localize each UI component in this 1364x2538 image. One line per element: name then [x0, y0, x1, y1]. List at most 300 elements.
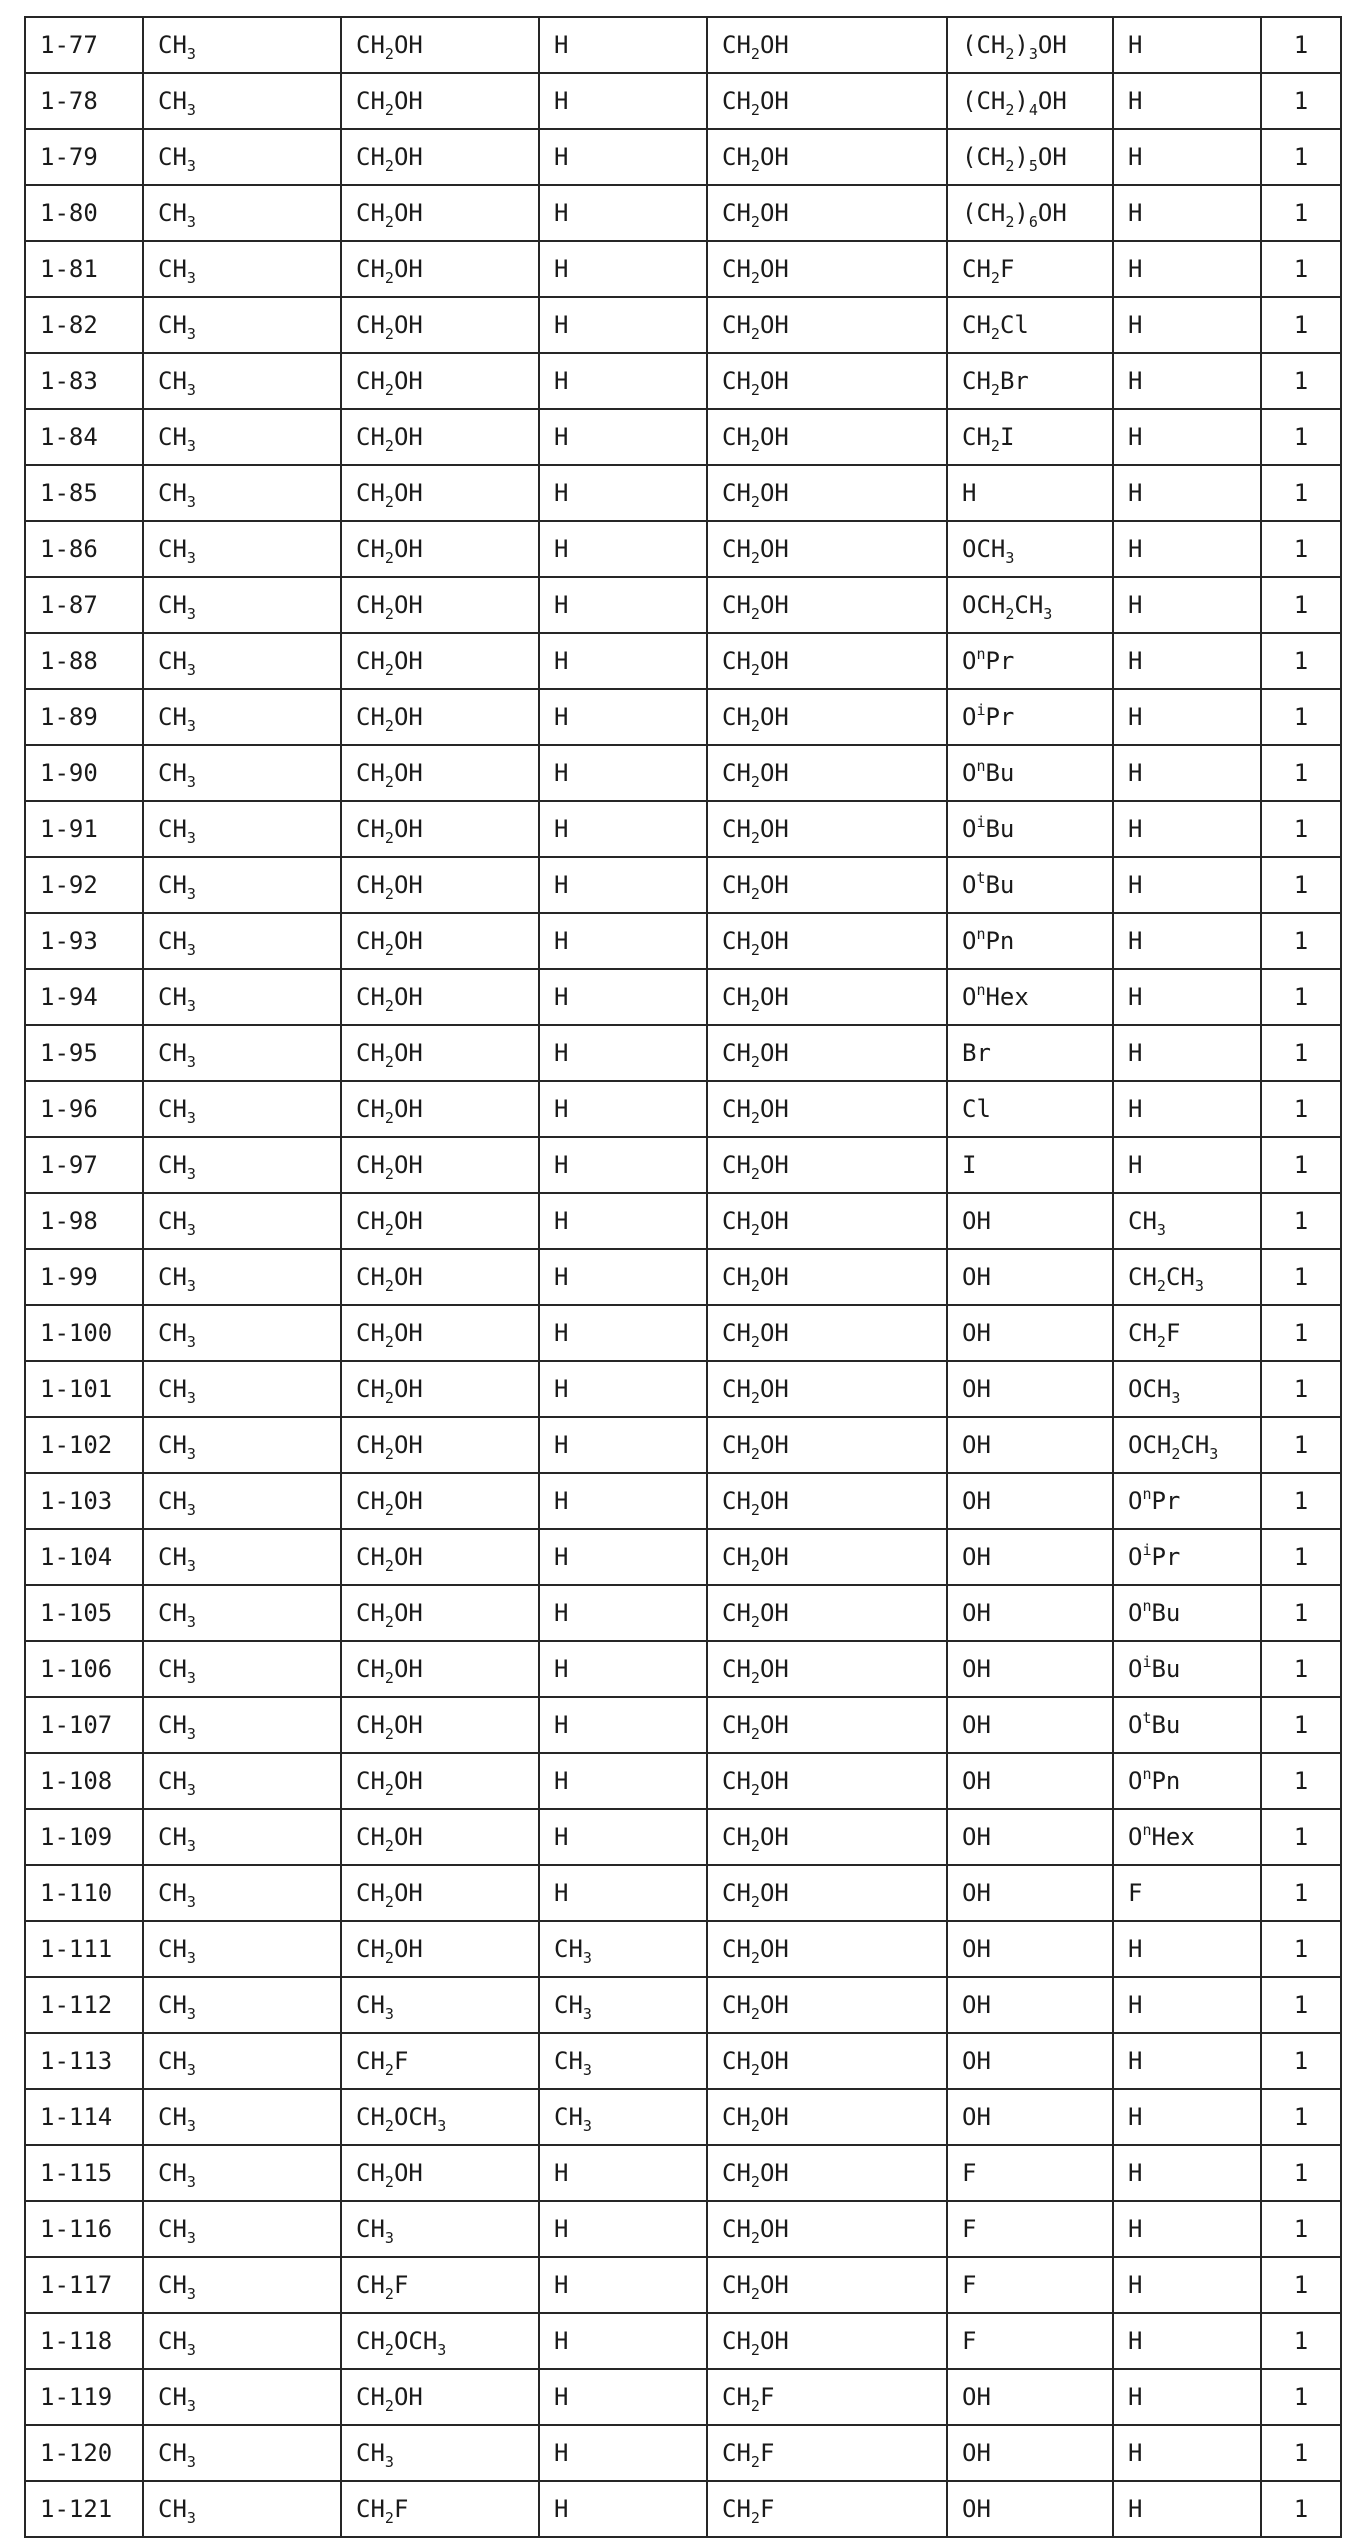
- r3-cell: H: [539, 1137, 707, 1193]
- r6-cell: H: [1113, 2145, 1261, 2201]
- r4-cell: CH2OH: [707, 1977, 947, 2033]
- compound-id-cell: 1-85: [25, 465, 143, 521]
- r3-cell: H: [539, 1865, 707, 1921]
- r6-cell: H: [1113, 577, 1261, 633]
- r6-cell: OnHex: [1113, 1809, 1261, 1865]
- r5-cell: OtBu: [947, 857, 1113, 913]
- n-cell: 1: [1261, 1305, 1341, 1361]
- r4-cell: CH2OH: [707, 801, 947, 857]
- r2-cell: CH2OH: [341, 1417, 539, 1473]
- r4-cell: CH2OH: [707, 17, 947, 73]
- compound-id-cell: 1-94: [25, 969, 143, 1025]
- r1-cell: CH3: [143, 1529, 341, 1585]
- r4-cell: CH2OH: [707, 129, 947, 185]
- r1-cell: CH3: [143, 129, 341, 185]
- r1-cell: CH3: [143, 2481, 341, 2537]
- r3-cell: H: [539, 1473, 707, 1529]
- r1-cell: CH3: [143, 1305, 341, 1361]
- r3-cell: H: [539, 409, 707, 465]
- r3-cell: H: [539, 2369, 707, 2425]
- r2-cell: CH2F: [341, 2033, 539, 2089]
- r2-cell: CH3: [341, 2201, 539, 2257]
- r4-cell: CH2OH: [707, 1305, 947, 1361]
- r3-cell: H: [539, 241, 707, 297]
- compound-id-cell: 1-81: [25, 241, 143, 297]
- compound-id-cell: 1-109: [25, 1809, 143, 1865]
- r4-cell: CH2OH: [707, 1081, 947, 1137]
- r2-cell: CH2OH: [341, 2145, 539, 2201]
- compound-id-cell: 1-91: [25, 801, 143, 857]
- table-row: [25, 73, 1341, 129]
- r5-cell: F: [947, 2313, 1113, 2369]
- r3-cell: H: [539, 969, 707, 1025]
- table-row: [25, 1697, 1341, 1753]
- n-cell: 1: [1261, 689, 1341, 745]
- r6-cell: H: [1113, 2089, 1261, 2145]
- table-row: [25, 1977, 1341, 2033]
- r3-cell: H: [539, 913, 707, 969]
- r4-cell: CH2OH: [707, 297, 947, 353]
- n-cell: 1: [1261, 1529, 1341, 1585]
- r3-cell: H: [539, 857, 707, 913]
- r6-cell: H: [1113, 297, 1261, 353]
- n-cell: 1: [1261, 1641, 1341, 1697]
- n-cell: 1: [1261, 241, 1341, 297]
- r6-cell: H: [1113, 913, 1261, 969]
- r3-cell: H: [539, 73, 707, 129]
- r5-cell: OH: [947, 1865, 1113, 1921]
- r1-cell: CH3: [143, 1417, 341, 1473]
- n-cell: 1: [1261, 1977, 1341, 2033]
- r6-cell: F: [1113, 1865, 1261, 1921]
- table-row: [25, 2145, 1341, 2201]
- table-row: [25, 577, 1341, 633]
- r3-cell: CH3: [539, 2089, 707, 2145]
- compound-id-cell: 1-77: [25, 17, 143, 73]
- n-cell: 1: [1261, 1865, 1341, 1921]
- r5-cell: Br: [947, 1025, 1113, 1081]
- r3-cell: H: [539, 1641, 707, 1697]
- r2-cell: CH2OH: [341, 1025, 539, 1081]
- r1-cell: CH3: [143, 17, 341, 73]
- r3-cell: H: [539, 1305, 707, 1361]
- table-row: [25, 521, 1341, 577]
- table-row: [25, 353, 1341, 409]
- r2-cell: CH2OH: [341, 801, 539, 857]
- r1-cell: CH3: [143, 409, 341, 465]
- table-row: [25, 1417, 1341, 1473]
- n-cell: 1: [1261, 2257, 1341, 2313]
- compound-id-cell: 1-111: [25, 1921, 143, 1977]
- r4-cell: CH2OH: [707, 1865, 947, 1921]
- r3-cell: H: [539, 1025, 707, 1081]
- n-cell: 1: [1261, 2145, 1341, 2201]
- r5-cell: OH: [947, 1305, 1113, 1361]
- r2-cell: CH2OH: [341, 577, 539, 633]
- r6-cell: H: [1113, 2481, 1261, 2537]
- compound-id-cell: 1-98: [25, 1193, 143, 1249]
- compound-id-cell: 1-95: [25, 1025, 143, 1081]
- r1-cell: CH3: [143, 2201, 341, 2257]
- r1-cell: CH3: [143, 521, 341, 577]
- n-cell: 1: [1261, 913, 1341, 969]
- r6-cell: H: [1113, 73, 1261, 129]
- r1-cell: CH3: [143, 689, 341, 745]
- n-cell: 1: [1261, 1753, 1341, 1809]
- r4-cell: CH2OH: [707, 1417, 947, 1473]
- compound-id-cell: 1-83: [25, 353, 143, 409]
- table-row: [25, 1249, 1341, 1305]
- r4-cell: CH2F: [707, 2425, 947, 2481]
- n-cell: 1: [1261, 969, 1341, 1025]
- r3-cell: H: [539, 1529, 707, 1585]
- r5-cell: CH2Cl: [947, 297, 1113, 353]
- r4-cell: CH2OH: [707, 913, 947, 969]
- r6-cell: H: [1113, 241, 1261, 297]
- compound-table: [24, 16, 1342, 2538]
- r4-cell: CH2OH: [707, 1361, 947, 1417]
- r6-cell: H: [1113, 1137, 1261, 1193]
- r1-cell: CH3: [143, 2033, 341, 2089]
- r1-cell: CH3: [143, 745, 341, 801]
- r5-cell: OH: [947, 2089, 1113, 2145]
- n-cell: 1: [1261, 1193, 1341, 1249]
- table-row: [25, 1921, 1341, 1977]
- r3-cell: H: [539, 1417, 707, 1473]
- n-cell: 1: [1261, 521, 1341, 577]
- r3-cell: H: [539, 521, 707, 577]
- table-row: [25, 689, 1341, 745]
- compound-id-cell: 1-115: [25, 2145, 143, 2201]
- r2-cell: CH2OH: [341, 297, 539, 353]
- r5-cell: (CH2)5OH: [947, 129, 1113, 185]
- r6-cell: H: [1113, 689, 1261, 745]
- r5-cell: OiPr: [947, 689, 1113, 745]
- r2-cell: CH2OH: [341, 73, 539, 129]
- r3-cell: CH3: [539, 2033, 707, 2089]
- r6-cell: OCH2CH3: [1113, 1417, 1261, 1473]
- r5-cell: OH: [947, 1529, 1113, 1585]
- r1-cell: CH3: [143, 73, 341, 129]
- r4-cell: CH2OH: [707, 1473, 947, 1529]
- r2-cell: CH2OH: [341, 409, 539, 465]
- n-cell: 1: [1261, 633, 1341, 689]
- compound-id-cell: 1-106: [25, 1641, 143, 1697]
- compound-id-cell: 1-96: [25, 1081, 143, 1137]
- r4-cell: CH2OH: [707, 633, 947, 689]
- r2-cell: CH2OH: [341, 129, 539, 185]
- table-row: [25, 1473, 1341, 1529]
- r5-cell: OH: [947, 1417, 1113, 1473]
- r5-cell: OH: [947, 1585, 1113, 1641]
- r6-cell: H: [1113, 353, 1261, 409]
- n-cell: 1: [1261, 857, 1341, 913]
- r3-cell: H: [539, 2201, 707, 2257]
- r5-cell: (CH2)3OH: [947, 17, 1113, 73]
- r2-cell: CH2OH: [341, 1361, 539, 1417]
- r2-cell: CH2OH: [341, 913, 539, 969]
- r1-cell: CH3: [143, 857, 341, 913]
- r1-cell: CH3: [143, 801, 341, 857]
- r1-cell: CH3: [143, 1641, 341, 1697]
- r1-cell: CH3: [143, 1193, 341, 1249]
- r3-cell: H: [539, 633, 707, 689]
- r2-cell: CH2OH: [341, 969, 539, 1025]
- r4-cell: CH2OH: [707, 2313, 947, 2369]
- r6-cell: CH2F: [1113, 1305, 1261, 1361]
- r1-cell: CH3: [143, 633, 341, 689]
- r1-cell: CH3: [143, 1921, 341, 1977]
- compound-id-cell: 1-93: [25, 913, 143, 969]
- r4-cell: CH2OH: [707, 409, 947, 465]
- r5-cell: H: [947, 465, 1113, 521]
- r4-cell: CH2OH: [707, 241, 947, 297]
- r5-cell: OCH2CH3: [947, 577, 1113, 633]
- r4-cell: CH2OH: [707, 1249, 947, 1305]
- r1-cell: CH3: [143, 1585, 341, 1641]
- table-row: [25, 801, 1341, 857]
- r6-cell: H: [1113, 521, 1261, 577]
- r5-cell: OnHex: [947, 969, 1113, 1025]
- n-cell: 1: [1261, 73, 1341, 129]
- compound-id-cell: 1-92: [25, 857, 143, 913]
- r3-cell: H: [539, 801, 707, 857]
- n-cell: 1: [1261, 2089, 1341, 2145]
- table-row: [25, 1305, 1341, 1361]
- r5-cell: OH: [947, 2369, 1113, 2425]
- r5-cell: F: [947, 2257, 1113, 2313]
- r2-cell: CH2OH: [341, 1585, 539, 1641]
- compound-id-cell: 1-102: [25, 1417, 143, 1473]
- r6-cell: H: [1113, 2425, 1261, 2481]
- r4-cell: CH2OH: [707, 1921, 947, 1977]
- r2-cell: CH2OH: [341, 1529, 539, 1585]
- r5-cell: I: [947, 1137, 1113, 1193]
- r3-cell: H: [539, 1753, 707, 1809]
- r3-cell: H: [539, 297, 707, 353]
- r2-cell: CH2OH: [341, 633, 539, 689]
- r3-cell: H: [539, 1361, 707, 1417]
- r4-cell: CH2OH: [707, 1585, 947, 1641]
- r3-cell: H: [539, 577, 707, 633]
- r3-cell: H: [539, 2257, 707, 2313]
- r6-cell: H: [1113, 633, 1261, 689]
- table-row: [25, 2033, 1341, 2089]
- compound-id-cell: 1-88: [25, 633, 143, 689]
- r2-cell: CH2OH: [341, 1193, 539, 1249]
- n-cell: 1: [1261, 409, 1341, 465]
- compound-id-cell: 1-79: [25, 129, 143, 185]
- table-row: [25, 745, 1341, 801]
- r5-cell: OiBu: [947, 801, 1113, 857]
- r5-cell: OnPn: [947, 913, 1113, 969]
- r6-cell: CH2CH3: [1113, 1249, 1261, 1305]
- r3-cell: CH3: [539, 1921, 707, 1977]
- r6-cell: OtBu: [1113, 1697, 1261, 1753]
- r2-cell: CH2OH: [341, 1473, 539, 1529]
- r4-cell: CH2OH: [707, 745, 947, 801]
- r1-cell: CH3: [143, 913, 341, 969]
- r4-cell: CH2OH: [707, 353, 947, 409]
- n-cell: 1: [1261, 129, 1341, 185]
- table-row: [25, 17, 1341, 73]
- table-row: [25, 241, 1341, 297]
- r2-cell: CH2OH: [341, 185, 539, 241]
- table-row: [25, 1865, 1341, 1921]
- r2-cell: CH2OH: [341, 1865, 539, 1921]
- table-row: [25, 129, 1341, 185]
- r3-cell: H: [539, 745, 707, 801]
- r5-cell: OH: [947, 1809, 1113, 1865]
- compound-id-cell: 1-84: [25, 409, 143, 465]
- r5-cell: OH: [947, 1641, 1113, 1697]
- r4-cell: CH2OH: [707, 2257, 947, 2313]
- r1-cell: CH3: [143, 2257, 341, 2313]
- n-cell: 1: [1261, 745, 1341, 801]
- n-cell: 1: [1261, 1137, 1341, 1193]
- r5-cell: F: [947, 2145, 1113, 2201]
- r1-cell: CH3: [143, 1473, 341, 1529]
- compound-id-cell: 1-104: [25, 1529, 143, 1585]
- r2-cell: CH2OH: [341, 465, 539, 521]
- n-cell: 1: [1261, 2201, 1341, 2257]
- r1-cell: CH3: [143, 353, 341, 409]
- r5-cell: OCH3: [947, 521, 1113, 577]
- r2-cell: CH2OH: [341, 353, 539, 409]
- n-cell: 1: [1261, 2033, 1341, 2089]
- r4-cell: CH2OH: [707, 1697, 947, 1753]
- r6-cell: H: [1113, 465, 1261, 521]
- r2-cell: CH2OCH3: [341, 2313, 539, 2369]
- r2-cell: CH2OH: [341, 857, 539, 913]
- table-row: [25, 2481, 1341, 2537]
- r2-cell: CH3: [341, 1977, 539, 2033]
- n-cell: 1: [1261, 1585, 1341, 1641]
- n-cell: 1: [1261, 17, 1341, 73]
- r2-cell: CH3: [341, 2425, 539, 2481]
- r5-cell: (CH2)6OH: [947, 185, 1113, 241]
- r6-cell: H: [1113, 2257, 1261, 2313]
- r6-cell: H: [1113, 857, 1261, 913]
- r3-cell: H: [539, 17, 707, 73]
- r1-cell: CH3: [143, 1361, 341, 1417]
- compound-id-cell: 1-113: [25, 2033, 143, 2089]
- r5-cell: CH2Br: [947, 353, 1113, 409]
- compound-id-cell: 1-89: [25, 689, 143, 745]
- table-row: [25, 1025, 1341, 1081]
- compound-id-cell: 1-90: [25, 745, 143, 801]
- r3-cell: H: [539, 2313, 707, 2369]
- r1-cell: CH3: [143, 1865, 341, 1921]
- r3-cell: H: [539, 1081, 707, 1137]
- r3-cell: H: [539, 2425, 707, 2481]
- r5-cell: OH: [947, 1921, 1113, 1977]
- r3-cell: H: [539, 465, 707, 521]
- table-row: [25, 297, 1341, 353]
- r4-cell: CH2OH: [707, 521, 947, 577]
- table-row: [25, 2313, 1341, 2369]
- compound-id-cell: 1-103: [25, 1473, 143, 1529]
- r4-cell: CH2F: [707, 2481, 947, 2537]
- compound-id-cell: 1-114: [25, 2089, 143, 2145]
- n-cell: 1: [1261, 1025, 1341, 1081]
- r2-cell: CH2OH: [341, 1305, 539, 1361]
- n-cell: 1: [1261, 1473, 1341, 1529]
- r2-cell: CH2OH: [341, 1753, 539, 1809]
- r2-cell: CH2F: [341, 2257, 539, 2313]
- n-cell: 1: [1261, 577, 1341, 633]
- r6-cell: H: [1113, 2033, 1261, 2089]
- n-cell: 1: [1261, 1417, 1341, 1473]
- r1-cell: CH3: [143, 2089, 341, 2145]
- r4-cell: CH2F: [707, 2369, 947, 2425]
- table-row: [25, 2089, 1341, 2145]
- r1-cell: CH3: [143, 465, 341, 521]
- r6-cell: H: [1113, 1977, 1261, 2033]
- compound-id-cell: 1-105: [25, 1585, 143, 1641]
- r6-cell: H: [1113, 2313, 1261, 2369]
- table-row: [25, 2425, 1341, 2481]
- r4-cell: CH2OH: [707, 1137, 947, 1193]
- r4-cell: CH2OH: [707, 1753, 947, 1809]
- r5-cell: CH2I: [947, 409, 1113, 465]
- compound-id-cell: 1-116: [25, 2201, 143, 2257]
- r5-cell: CH2F: [947, 241, 1113, 297]
- compound-id-cell: 1-112: [25, 1977, 143, 2033]
- compound-id-cell: 1-86: [25, 521, 143, 577]
- n-cell: 1: [1261, 1921, 1341, 1977]
- r3-cell: H: [539, 353, 707, 409]
- r6-cell: H: [1113, 1025, 1261, 1081]
- table-row: [25, 1361, 1341, 1417]
- r2-cell: CH2OH: [341, 1697, 539, 1753]
- table-row: [25, 1081, 1341, 1137]
- compound-id-cell: 1-120: [25, 2425, 143, 2481]
- table-row: [25, 1529, 1341, 1585]
- r6-cell: CH3: [1113, 1193, 1261, 1249]
- r6-cell: H: [1113, 801, 1261, 857]
- compound-id-cell: 1-100: [25, 1305, 143, 1361]
- r6-cell: H: [1113, 17, 1261, 73]
- r2-cell: CH2OH: [341, 2369, 539, 2425]
- r1-cell: CH3: [143, 185, 341, 241]
- r1-cell: CH3: [143, 2425, 341, 2481]
- r1-cell: CH3: [143, 969, 341, 1025]
- r6-cell: H: [1113, 969, 1261, 1025]
- r5-cell: OH: [947, 2033, 1113, 2089]
- r3-cell: H: [539, 1585, 707, 1641]
- table-row: [25, 2369, 1341, 2425]
- compound-id-cell: 1-121: [25, 2481, 143, 2537]
- r6-cell: H: [1113, 2369, 1261, 2425]
- r5-cell: OH: [947, 1361, 1113, 1417]
- r2-cell: CH2OH: [341, 1809, 539, 1865]
- compound-id-cell: 1-87: [25, 577, 143, 633]
- r4-cell: CH2OH: [707, 2033, 947, 2089]
- n-cell: 1: [1261, 1249, 1341, 1305]
- r3-cell: H: [539, 129, 707, 185]
- table-row: [25, 1641, 1341, 1697]
- r3-cell: CH3: [539, 1977, 707, 2033]
- r6-cell: OnPn: [1113, 1753, 1261, 1809]
- n-cell: 1: [1261, 2481, 1341, 2537]
- table-row: [25, 1193, 1341, 1249]
- n-cell: 1: [1261, 801, 1341, 857]
- r2-cell: CH2OH: [341, 521, 539, 577]
- r4-cell: CH2OH: [707, 73, 947, 129]
- n-cell: 1: [1261, 2313, 1341, 2369]
- r1-cell: CH3: [143, 1025, 341, 1081]
